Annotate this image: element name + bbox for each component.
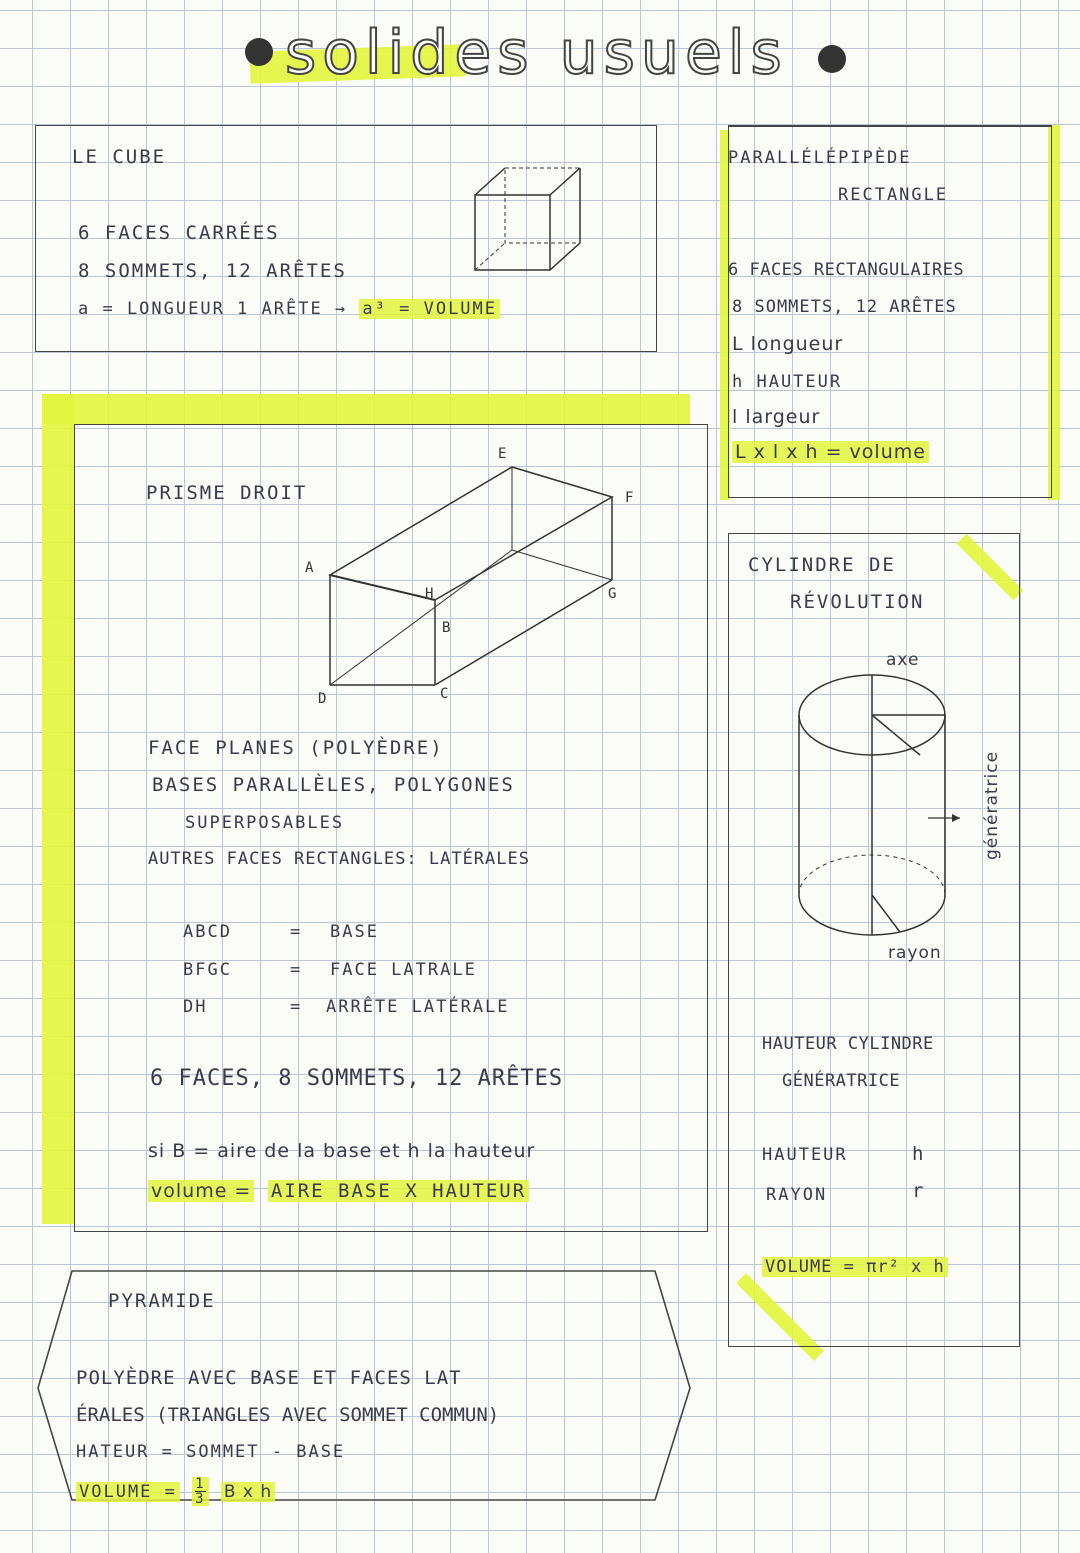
prism-line3: SUPERPOSABLES <box>185 813 345 833</box>
prism-label-b: B <box>442 620 451 636</box>
cyl-line1: HAUTEUR CYLINDRE <box>762 1034 934 1054</box>
title-dot-right <box>818 45 846 73</box>
pyramid-formula <box>76 1477 275 1506</box>
pyramid-formula-rest: B x h <box>221 1482 275 1502</box>
cyl-rayon-label: rayon <box>888 943 942 963</box>
cube-heading: LE CUBE <box>72 146 167 168</box>
prism-def2-key: BFGC <box>183 960 232 980</box>
prism-label-e: E <box>498 446 507 462</box>
cyl-hauteur-sym: h <box>912 1143 926 1165</box>
pyramid-frac-num: 1 <box>195 1476 206 1492</box>
cyl-formula-text: VOLUME = πr² x h <box>762 1257 948 1277</box>
pyramid-line2: ÉRALES (TRIANGLES AVEC SOMMET COMMUN) <box>76 1404 500 1426</box>
pyramid-fraction <box>192 1477 208 1506</box>
prism-def3-val: ARRÊTE LATÉRALE <box>326 997 510 1017</box>
prism-def1-eq: = <box>290 922 303 942</box>
page-title: solides usuels <box>285 18 788 88</box>
cyl-rayon-row-label: RAYON <box>766 1185 828 1205</box>
para-line2: 8 SOMMETS, 12 ARÊTES <box>732 297 957 317</box>
prism-label-f: F <box>625 490 634 506</box>
para-formula <box>732 441 929 463</box>
prism-def3-eq: = <box>290 997 303 1017</box>
pyramid-heading: PYRAMIDE <box>108 1290 216 1312</box>
cube-drawing <box>470 165 590 280</box>
pyramid-formula-label: VOLUME = <box>76 1482 180 1502</box>
para-heading1: PARALLÉLÉPIPÈDE <box>728 148 912 168</box>
prism-highlight-left <box>42 394 74 1224</box>
prism-def1-key: ABCD <box>183 922 232 942</box>
para-line3: L longueur <box>732 333 844 355</box>
title-dot-left <box>245 38 273 66</box>
cube-line2: 8 SOMMETS, 12 ARÊTES <box>78 260 347 282</box>
prism-heading: PRISME DROIT <box>146 482 308 504</box>
para-line4: h HAUTEUR <box>732 372 843 392</box>
prism-formula2-value: AIRE BASE X HAUTEUR <box>268 1180 529 1202</box>
cube-line3-text: a = LONGUEUR 1 ARÊTE → <box>78 299 348 319</box>
para-line1: 6 FACES RECTANGULAIRES <box>728 260 965 280</box>
prism-def1-val: BASE <box>330 922 379 942</box>
prism-def2-eq: = <box>290 960 303 980</box>
pyramid-frac-den: 3 <box>195 1491 206 1507</box>
prism-label-h: H <box>425 586 434 602</box>
cyl-hauteur-label: HAUTEUR <box>762 1145 848 1165</box>
cyl-generatrice-label: génératrice <box>982 750 1002 860</box>
cyl-axe-label: axe <box>886 650 920 670</box>
prism-line2: BASES PARALLÈLES, POLYGONES <box>152 774 515 796</box>
para-formula-text: L x l x h = volume <box>732 441 929 463</box>
prism-label-c: C <box>440 686 449 702</box>
cyl-formula <box>762 1257 948 1277</box>
para-line5: l largeur <box>732 406 821 428</box>
pyramid-line1: POLYÈDRE AVEC BASE ET FACES LAT <box>76 1367 462 1389</box>
cyl-heading1: CYLINDRE DE <box>748 554 896 576</box>
cube-line3 <box>78 299 500 319</box>
prism-line4: AUTRES FACES RECTANGLES: LATÉRALES <box>148 849 530 869</box>
prism-def2-val: FACE LATRALE <box>330 960 477 980</box>
prism-formula2 <box>148 1180 529 1202</box>
cyl-rayon-sym: r <box>912 1180 926 1202</box>
prism-highlight-top <box>42 394 690 424</box>
cube-line1: 6 FACES CARRÉES <box>78 222 280 244</box>
prism-line1: FACE PLANES (POLYÈDRE) <box>148 737 444 759</box>
cyl-heading2: RÉVOLUTION <box>790 591 925 613</box>
prism-label-d: D <box>318 691 327 707</box>
cube-volume-formula: a³ = VOLUME <box>359 299 500 319</box>
prism-label-a: A <box>305 560 314 576</box>
prism-label-g: G <box>608 586 617 602</box>
prism-drawing <box>300 440 660 710</box>
prism-summary: 6 FACES, 8 SOMMETS, 12 ARÊTES <box>150 1066 564 1091</box>
cylinder-drawing <box>790 670 960 950</box>
prism-def3-key: DH <box>183 997 208 1017</box>
pyramid-line3: HATEUR = SOMMET - BASE <box>76 1442 346 1462</box>
para-heading2: RECTANGLE <box>838 185 949 205</box>
prism-formula1: si B = aire de la base et h la hauteur <box>148 1140 536 1162</box>
prism-formula2-label: volume = <box>148 1180 254 1202</box>
cyl-line2: GÉNÉRATRICE <box>782 1071 901 1091</box>
